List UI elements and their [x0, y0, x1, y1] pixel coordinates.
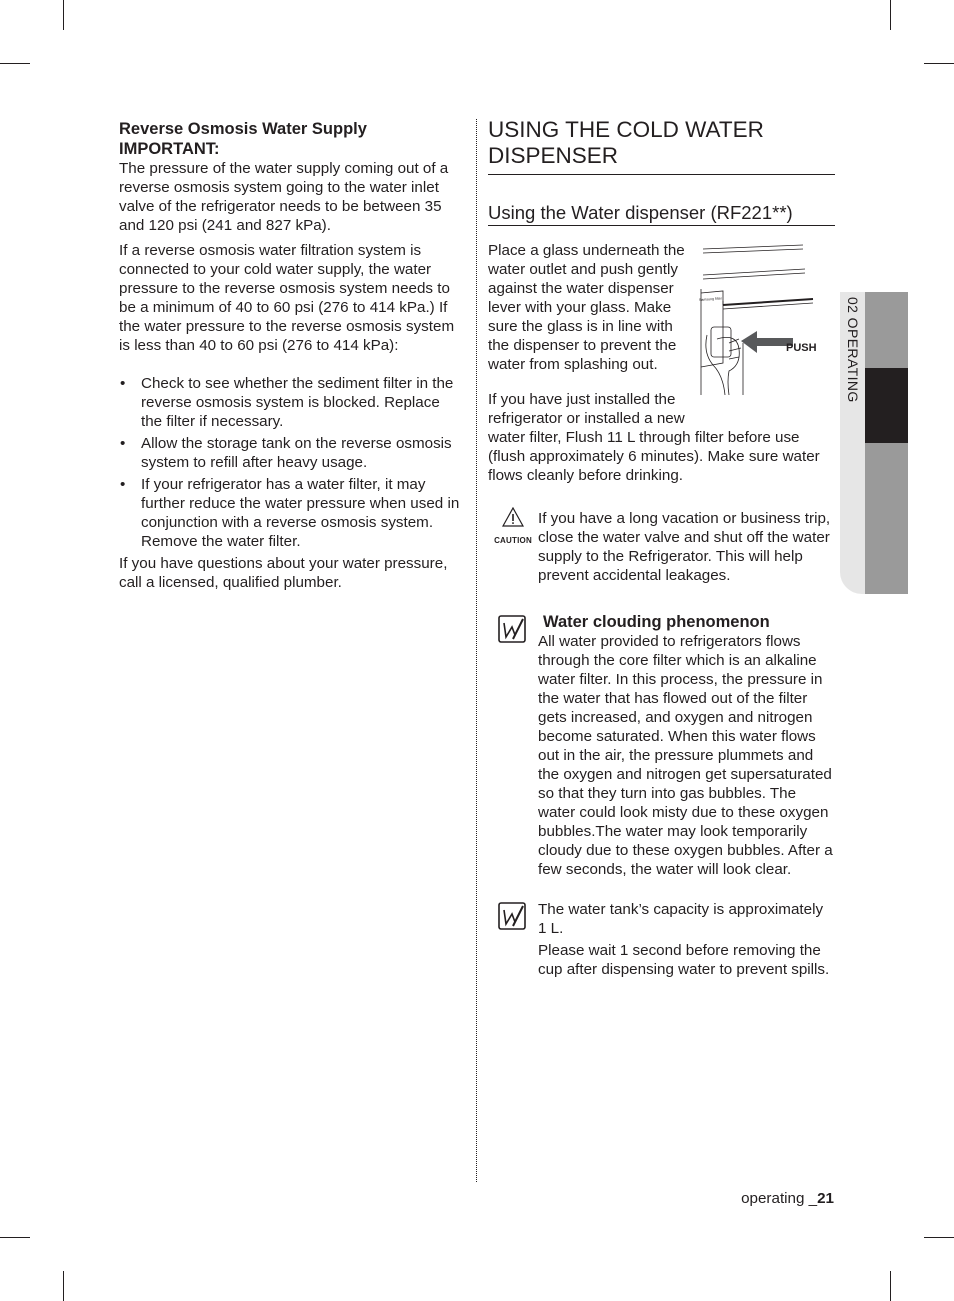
- push-label: PUSH: [786, 342, 817, 355]
- pressure-paragraph: The pressure of the water supply coming out of a reverse osmosis system going to the water inlet valve of the refrigerator needs to be between 35 and 120 psi (241 and 827 kPa).: [119, 160, 449, 234]
- note-pencil-icon: [498, 902, 526, 930]
- crop-mark: [924, 63, 954, 64]
- crop-mark: [63, 1271, 64, 1301]
- warning-triangle-icon: [502, 507, 524, 527]
- column-divider: [476, 119, 477, 1182]
- crop-mark: [0, 63, 30, 64]
- crop-mark: [0, 1237, 30, 1238]
- section-title: USING THE COLD WATER DISPENSER: [488, 117, 835, 175]
- dispense-instructions: Place a glass underneath the water outlet and push gently against the water dispenser lever with your glass. Make sure the glass is in line with the dispenser to prevent the water from splashing out.: [488, 242, 685, 374]
- caution-block: [488, 509, 835, 585]
- crop-mark: [924, 1237, 954, 1238]
- right-column: [488, 117, 835, 979]
- page-footer: [741, 1190, 834, 1207]
- page-number: 21: [817, 1190, 834, 1207]
- chapter-label: 02 OPERATING: [845, 297, 861, 403]
- ro-filtration-paragraph: If a reverse osmosis water filtration system is connected to your cold water supply, the water pressure to the reverse osmosis system needs to be a minimum of 40 to 60 psi (276 to 414 kPa.) If the water pressure to the reverse osmosis system is less than 40 to 60 psi (276 to 414 kPa):: [119, 242, 455, 354]
- bullet-icon: •: [120, 375, 126, 392]
- bullet-icon: •: [120, 476, 126, 493]
- caution-label: CAUTION: [494, 536, 532, 546]
- crop-mark: [890, 1271, 891, 1301]
- crop-mark: [890, 0, 891, 30]
- note-pencil-icon: [498, 615, 526, 643]
- important-label: IMPORTANT:: [119, 140, 220, 158]
- caution-text: If you have a long vacation or business trip, close the water valve and shut off the water supply to the Refrigerator. This will help prevent accidental leakages.: [538, 510, 831, 585]
- clouding-text: All water provided to refrigerators flows through the core filter which is an alkaline water filter. In this process, the pressure in the water that has flowed out of the filter gets increased, and oxygen and nitrogen become saturated. When this water flows out in the air, the pressure plummets and the oxygen and nitrogen get supersaturated so that they turn into gas bubbles. The water could look misty due to these oxygen bubbles.The water may look temporarily cloudy due to these oxygen bubbles. After a few seconds, the water will look clear.: [538, 633, 833, 879]
- list-item: • Allow the storage tank on the reverse osmosis system to refill after heavy usage.: [120, 435, 452, 471]
- dispenser-illustration-icon: [693, 243, 823, 395]
- chapter-side-tab: [840, 292, 908, 594]
- subsection-title: Using the Water dispenser (RF221**): [488, 202, 835, 226]
- ro-title: Reverse Osmosis Water Supply: [119, 120, 367, 138]
- left-column: [119, 119, 461, 592]
- clouding-title: Water clouding phenomenon: [543, 613, 770, 632]
- caution-icon: [488, 507, 538, 550]
- svg-text:Samsung filter: Samsung filter: [698, 296, 722, 303]
- flush-intro: If you have just installed the refrigerator or installed a new: [488, 391, 685, 428]
- list-item: • If your refrigerator has a water filter, it may further reduce the water pressure when used in conjunction with a reverse osmosis system. Remove the water filter.: [120, 476, 460, 550]
- capacity-text: The water tank’s capacity is approximately 1 L.: [538, 901, 824, 938]
- capacity-note: [488, 900, 835, 979]
- dispenser-section: [488, 241, 835, 374]
- plumber-paragraph: If you have questions about your water pressure, call a licensed, qualified plumber.: [119, 555, 448, 591]
- current-chapter-marker: [865, 368, 908, 443]
- footer-prefix: operating _: [741, 1190, 818, 1207]
- bullet-list: [119, 374, 461, 551]
- list-item: • Check to see whether the sediment filter in the reverse osmosis system is blocked. Replace the filter if necessary.: [120, 375, 454, 430]
- wait-text: Please wait 1 second before removing the cup after dispensing water to prevent spills.: [538, 942, 830, 979]
- crop-mark: [63, 0, 64, 30]
- flush-instructions: water filter, Flush 11 L through filter before use (flush approximately 6 minutes). Make sure water flows cleanly before drinking.: [488, 429, 820, 485]
- bullet-icon: •: [120, 435, 126, 452]
- clouding-note: [488, 613, 835, 879]
